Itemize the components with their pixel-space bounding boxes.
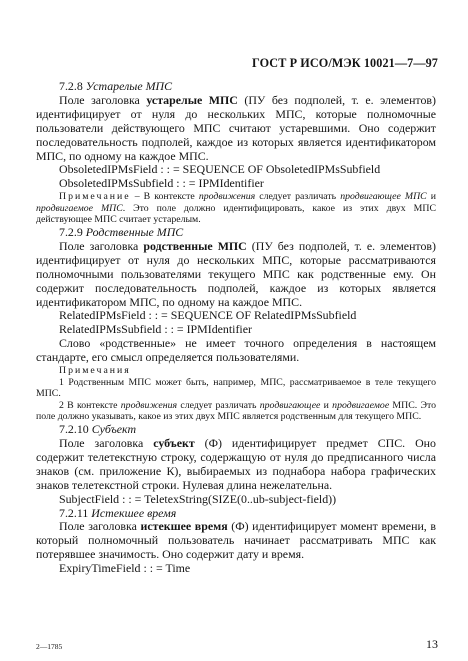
code-line: ExpiryTimeField : : = Time xyxy=(59,561,191,576)
page-number: 13 xyxy=(426,637,438,651)
section-heading-7-2-10 xyxy=(36,423,436,437)
section-number: 7.2.9 xyxy=(59,225,83,240)
note-label: Примечания xyxy=(59,365,131,377)
section-title: Родственные МПС xyxy=(85,225,184,240)
text: 2 В контексте xyxy=(59,399,121,411)
term: продвигаемое МПС xyxy=(36,202,123,214)
term: продвигаемое xyxy=(332,399,390,411)
text: Поле заголовка xyxy=(59,435,154,450)
note xyxy=(36,191,436,226)
text: Поле заголовка xyxy=(59,238,144,253)
text: Поле заголовка xyxy=(59,519,141,534)
notes-heading xyxy=(36,365,436,377)
section-heading-7-2-8 xyxy=(36,80,436,94)
term: продвижения xyxy=(120,399,178,411)
print-mark: 2—1785 xyxy=(36,642,63,651)
paragraph xyxy=(36,94,436,164)
code-line: ObsoletedIPMsField : : = SEQUENCE OF ObsoletedIPMsSubfield xyxy=(59,162,381,177)
text: следует различать xyxy=(255,191,341,203)
document-header: ГОСТ Р ИСО/МЭК 10021—7—97 xyxy=(252,56,438,70)
term: продвижения xyxy=(198,191,256,203)
note: 1 Родственным МПС может быть, например, МПС, рассматриваемое в теле текущего МПС. xyxy=(36,376,436,400)
text: (ПУ без подполей, т. е. элементов) идентифицирует от нуля до нескольких МПС, которые полномочные пользователи действующего МПС считают устаревшими. Оно содержит последовательность подполей, каждое из которых является идентификатором МПС, по одному на каждое МПС. xyxy=(36,92,436,163)
paragraph xyxy=(36,437,436,493)
text: – В контексте xyxy=(130,191,199,203)
term: продвигающее xyxy=(259,399,321,411)
text: (Ф) идентифицирует момент времени, в который полномочный пользователь начинает рассматривать МПС как потерявшее значимость. Оно содержит дату и время. xyxy=(36,519,436,562)
text: (Ф) идентифицирует предмет СПС. Оно содержит телетекстную строку, содержащую от нуля до предписанного числа знаков (см. приложение К), выбираемых из поднабора набора графических знаков телетекстной строки. Нулевая длина нежелательна. xyxy=(36,435,436,492)
paragraph: Слово «родственные» не имеет точного определения в настоящем стандарте, его смысл определяется пользователями. xyxy=(36,336,436,365)
code-line: RelatedIPMsSubfield : : = IPMIdentifier xyxy=(59,322,252,337)
document-body xyxy=(36,80,436,576)
paragraph xyxy=(36,240,436,310)
term: истекшее время xyxy=(140,519,228,534)
section-heading-7-2-9 xyxy=(36,226,436,240)
term: устарелые МПС xyxy=(146,92,238,107)
code-line: RelatedIPMsField : : = SEQUENCE OF RelatedIPMsSubfield xyxy=(59,308,357,323)
term: продвигающее МПС xyxy=(340,191,427,203)
text: следует различать xyxy=(177,399,260,411)
text: Поле заголовка xyxy=(59,92,147,107)
text: . Это поле должно идентифицировать, какое из этих двух МПС действующее МПС считает устарелым. xyxy=(36,202,437,226)
text: и xyxy=(426,191,436,203)
text: (ПУ без подполей, т. е. элементов) идентифицирует от нуля до нескольких МПС, которые рассматриваются полномочными пользователями текущего МПС как родственные ему. Он содержит последовательность подполей, каждое из которых является идентификатором МПС, по одному на каждое МПС. xyxy=(36,238,436,309)
note-label: Примечание xyxy=(59,191,131,203)
section-number: 7.2.11 xyxy=(59,505,89,520)
paragraph xyxy=(36,520,436,562)
code-line: ObsoletedIPMsSubfield : : = IPMIdentifier xyxy=(59,176,264,191)
term: субъект xyxy=(153,435,195,450)
text: МПС. Это поле должно указывать, какое из этих двух МПС является родственным для текущего МПС. xyxy=(36,399,436,423)
section-number: 7.2.8 xyxy=(59,79,83,93)
section-heading-7-2-11 xyxy=(36,507,436,521)
section-title: Субъект xyxy=(91,422,137,437)
section-number: 7.2.10 xyxy=(59,422,89,437)
section-title: Истекшее время xyxy=(91,505,177,520)
text: и xyxy=(320,399,333,411)
note xyxy=(36,400,436,423)
code-line: SubjectField : : = TeletexString(SIZE(0..ub-subject-field)) xyxy=(59,491,337,506)
section-title: Устарелые МПС xyxy=(85,79,173,93)
term: родственные МПС xyxy=(143,238,247,253)
